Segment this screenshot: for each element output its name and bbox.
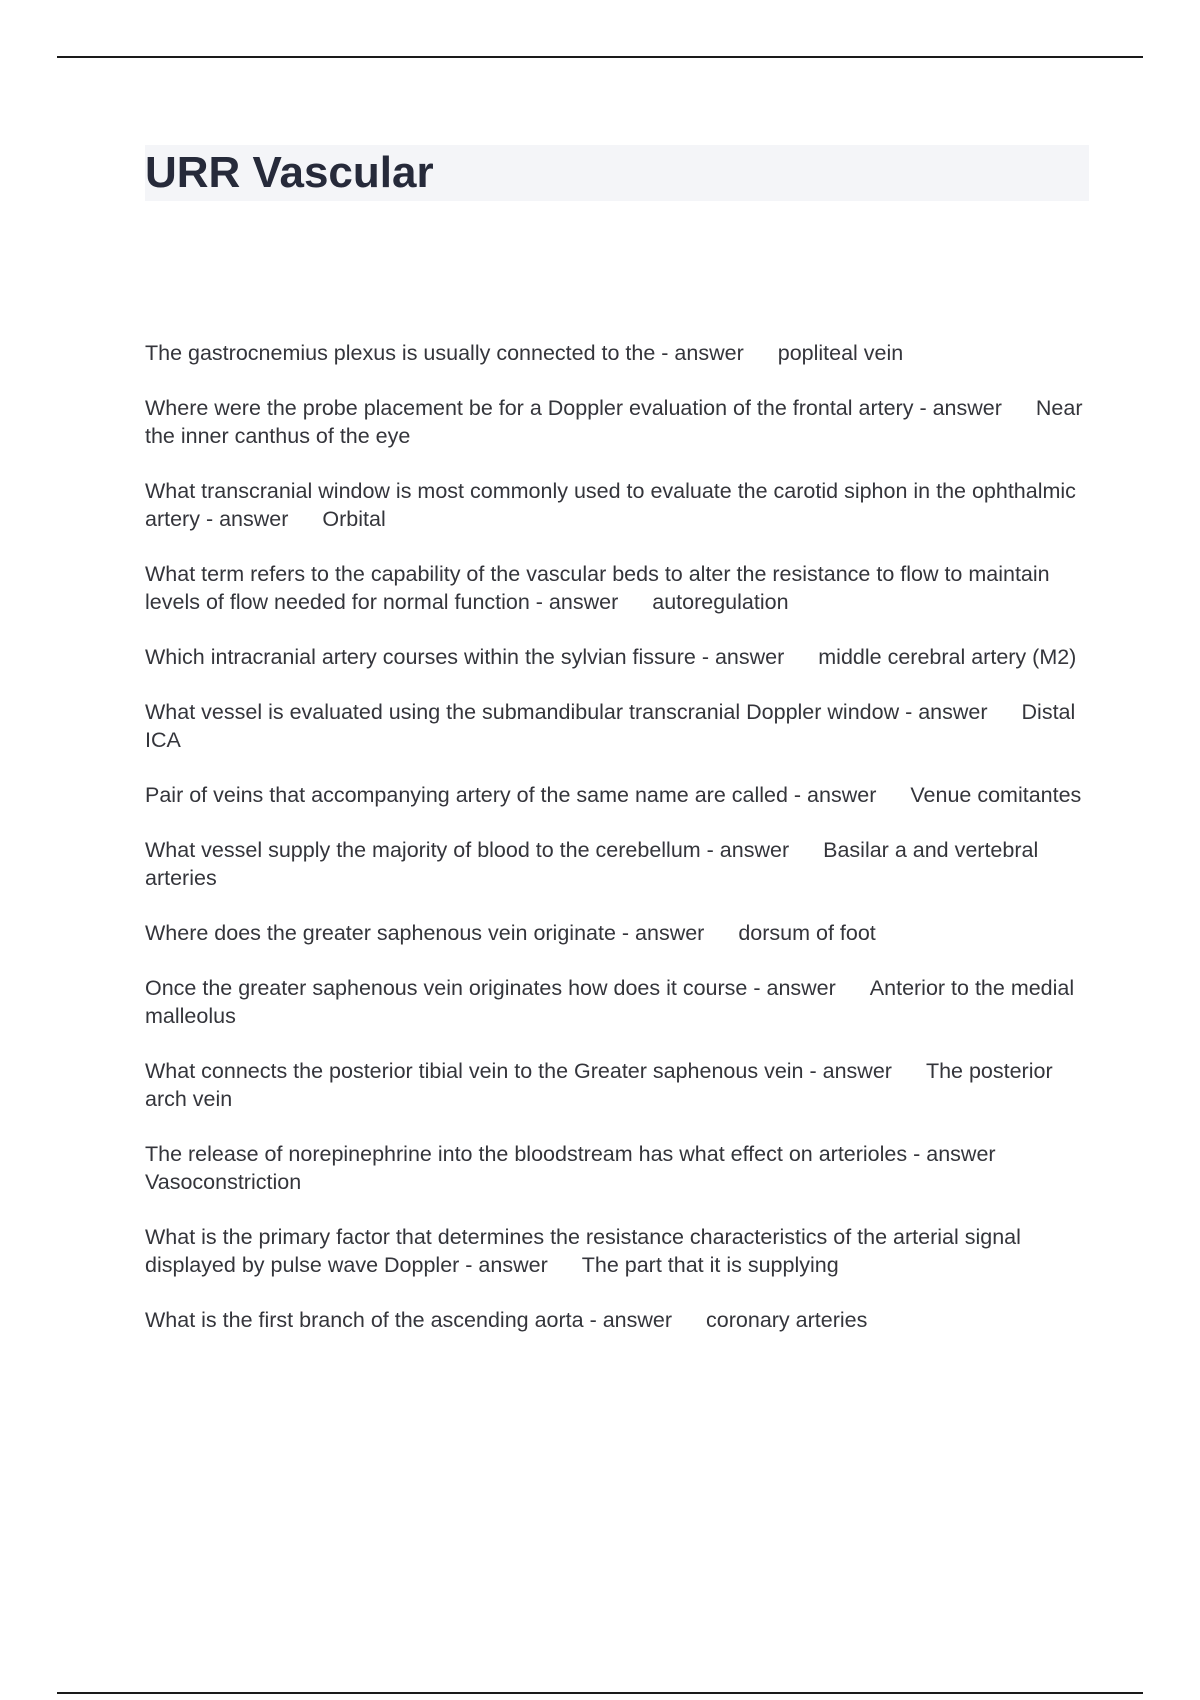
- question-text: The gastrocnemius plexus is usually connected to the: [145, 341, 656, 365]
- page-title: URR Vascular: [145, 148, 434, 197]
- answer-separator: - answer: [747, 976, 836, 1000]
- answer-separator: - answer: [787, 783, 877, 807]
- answer-separator: - answer: [899, 700, 988, 724]
- qa-item: [145, 1306, 1089, 1334]
- answer-text: The posterior arch vein: [145, 1059, 1053, 1111]
- answer-separator: - answer: [700, 838, 790, 862]
- answer-text: Basilar a and vertebral arteries: [145, 838, 1039, 890]
- question-text: What vessel is evaluated using the submandibular transcranial Doppler window: [145, 700, 900, 724]
- answer-text: Vasoconstriction: [145, 1170, 302, 1194]
- bottom-rule: [57, 1692, 1143, 1694]
- qa-item: [145, 643, 1089, 671]
- answer-separator: - answer: [695, 645, 785, 669]
- answer-text: popliteal vein: [777, 341, 904, 365]
- qa-list: [145, 339, 1089, 1361]
- qa-item: [145, 339, 1089, 367]
- question-text: What transcranial window is most commonly used to evaluate the carotid siphon in the ophthalmic artery: [145, 479, 1076, 531]
- qa-item: [145, 1057, 1089, 1113]
- answer-separator: - answer: [803, 1059, 892, 1083]
- answer-separator: - answer: [529, 590, 619, 614]
- question-text: Once the greater saphenous vein originates how does it course: [145, 976, 748, 1000]
- question-text: What term refers to the capability of the vascular beds to alter the resistance to flow to maintain levels of flow needed for normal function: [145, 562, 1050, 614]
- qa-item: [145, 394, 1089, 450]
- answer-separator: - answer: [907, 1142, 996, 1166]
- answer-text: Venue comitantes: [910, 783, 1082, 807]
- qa-item: [145, 477, 1089, 533]
- answer-text: Distal ICA: [145, 700, 1076, 752]
- answer-text: coronary arteries: [706, 1308, 868, 1332]
- question-text: What vessel supply the majority of blood to the cerebellum: [145, 838, 701, 862]
- qa-item: [145, 781, 1089, 809]
- answer-text: Anterior to the medial malleolus: [145, 976, 1075, 1028]
- answer-separator: - answer: [913, 396, 1002, 420]
- qa-item: [145, 919, 1089, 947]
- question-text: What is the primary factor that determines the resistance characteristics of the arterial signal displayed by pulse wave Doppler: [145, 1225, 1021, 1277]
- answer-text: Orbital: [322, 507, 386, 531]
- question-text: What connects the posterior tibial vein to the Greater saphenous vein: [145, 1059, 804, 1083]
- qa-item: [145, 698, 1089, 754]
- qa-item: [145, 560, 1089, 616]
- question-text: Where does the greater saphenous vein originate: [145, 921, 616, 945]
- answer-text: middle cerebral artery (M2): [818, 645, 1077, 669]
- answer-text: dorsum of foot: [738, 921, 876, 945]
- answer-separator: - answer: [655, 341, 744, 365]
- question-text: What is the first branch of the ascending aorta: [145, 1308, 584, 1332]
- answer-separator: - answer: [199, 507, 289, 531]
- answer-text: autoregulation: [652, 590, 789, 614]
- qa-item: [145, 1140, 1089, 1196]
- answer-text: Near the inner canthus of the eye: [145, 396, 1083, 448]
- question-text: Which intracranial artery courses within the sylvian fissure: [145, 645, 696, 669]
- answer-separator: - answer: [615, 921, 705, 945]
- qa-item: [145, 974, 1089, 1030]
- answer-separator: - answer: [459, 1253, 548, 1277]
- top-rule: [57, 56, 1143, 58]
- question-text: Pair of veins that accompanying artery of the same name are called: [145, 783, 788, 807]
- qa-item: [145, 836, 1089, 892]
- answer-separator: - answer: [583, 1308, 673, 1332]
- qa-item: [145, 1223, 1089, 1279]
- question-text: The release of norepinephrine into the bloodstream has what effect on arterioles: [145, 1142, 908, 1166]
- answer-text: The part that it is supplying: [581, 1253, 839, 1277]
- question-text: Where were the probe placement be for a Doppler evaluation of the frontal artery: [145, 396, 914, 420]
